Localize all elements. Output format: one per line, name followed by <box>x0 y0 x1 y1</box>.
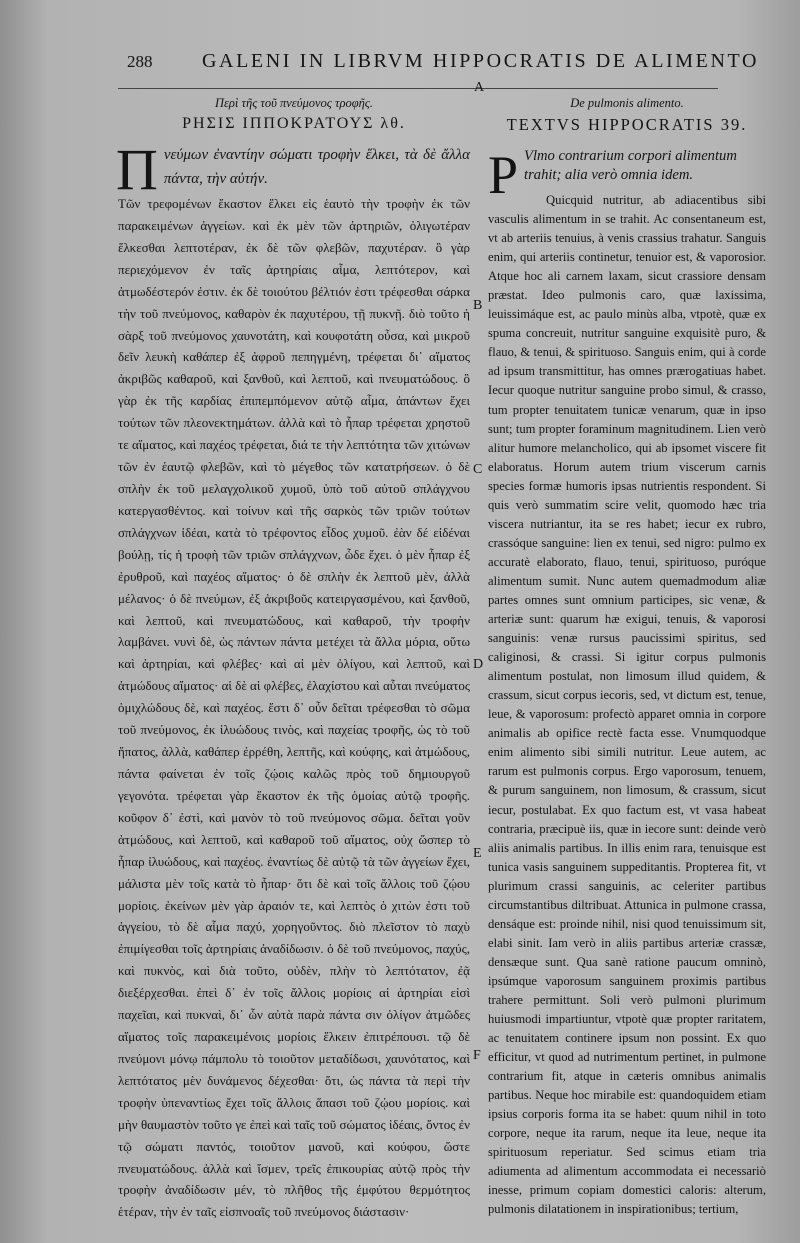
latin-lemma-block <box>488 145 766 205</box>
running-title: GALENI IN LIBRVM HIPPOCRATIS DE ALIMENTO <box>202 50 760 72</box>
page-header <box>0 52 800 78</box>
header-rule <box>118 88 718 89</box>
greek-dropcap: Π <box>116 137 158 202</box>
latin-lemma: Vlmo contrarium corpori alimentum trahit; alia verò omnia idem. <box>524 148 737 183</box>
latin-subtitle: De pulmonis alimento. <box>570 96 684 110</box>
margin-letter-b: B <box>473 298 483 313</box>
greek-column <box>118 96 470 1223</box>
margin-letter-d: D <box>473 657 484 672</box>
greek-lemma: νεύμων ἐναντίην σώματι τροφὴν ἕλκει, τὰ δὲ ἄλλα πάντα, τὴν αὐτήν. <box>163 147 470 187</box>
greek-commentary: Τῶν τρεφομένων ἕκαστον ἕλκει εἰς ἑαυτὸ τὴν τροφὴν ἐκ τῶν παρακειμένων ἀγγείων. καὶ ἐκ μὲν τῶν ἀρτηριῶν, ὀλιγωτέραν ἕλκεσθαι λεπτοτέραν, ἐκ δὲ τῶν φλεβῶν, παχυτέραν. ὃ γὰρ περιεχόμενον ἐν ταῖς ἀρτηρίαις αἷμα, λεπτότερον, καὶ ἀτμωδέστερόν ἐστιν. ἐκ δὲ τοιούτου βέλτιόν ἐστι τρέφεσθαι σάρκα τὴν τοῦ πνεύμονος, καθαρὸν ἐκ παχυτέρου, τῇ πυκνῇ. διὸ τοῦτο ἡ σὰρξ τοῦ πνεύμονος χαυνοτάτη, καὶ κουφοτάτη οὖσα, καὶ μικροῦ δεῖν λευκὴ καθάπερ ἐξ ἀφροῦ πεπηγμένη, τρέφεται δι᾽ αἵματος ἀκριβῶς καθαροῦ, καὶ ξανθοῦ, καὶ λεπτοῦ, καὶ πνευματώδους. ὃ γὰρ ἐκ τῆς καρδίας ἐπιπεμπόμενον αὐτῷ αἷμα, ἀπάντων ἔχει τούτων τῶν πλεονεκτημάτων. ἀλλὰ καὶ τὸ ἧπαρ τρέφεται χρηστοῦ τε αἵματος, καὶ παχέος τρέφεται, διά τε τὴν λεπτότητα τῶν χιτώνων τῶν ἐν ἑαυτῷ φλεβῶν, καὶ τὸ μέγεθος τῶν κατατρήσεων. ὁ δὲ σπλὴν ἐκ τοῦ μελαγχολικοῦ χυμοῦ, ὑπὸ τοῦ αὐτοῦ σπλάγχνου κατεργασθέντος. καὶ τοίνυν καὶ τῆς σαρκὸς τῶν τριῶν τούτων σπλάγχνων ἰδέαι, κατὰ τὸ τρέφοντος εἶδος χυμοῦ. ἐὰν δέ εἰδέναι βούλῃ, τίς ἡ τροφὴ τῶν τριῶν σπλάγχνων, ὧδε ἔχει. ὁ μὲν ἧπαρ ἐξ ἐρυθροῦ, καὶ παχέος αἵματος· ὁ δὲ σπλὴν ἐκ λεπτοῦ μὲν, ἀλλὰ μέλανος· ὁ δὲ πνεύμων, ἐξ ἀκριβοῦς κατειργασμένου, καὶ ξανθοῦ, καὶ λεπτοῦ, καὶ πνευματώδους, καὶ καθαροῦ, τὴν τροφὴν λαμβάνει. νυνὶ δὲ, ὡς πάντων πάντα μετέχει τὰ ἄλλα μόρια, οὕτω καὶ ἀρτηρίαι, καὶ φλέβες· καὶ αἱ μὲν ὀλίγου, καὶ λεπτοῦ, καὶ ἀτμώδους αἵματος· αἱ δὲ αἱ φλέβες, ἐλαχίστου καὶ αὗται πνεύματος ὁμιχλώδους δὲ, καὶ παχέος. ἔστι δ᾽ οὖν δεῖται τρέφεσθαι τὸ σῶμα τοῦ πνεύμονος, ἐκ ἰλυώδους τινὸς, καὶ παχείας τροφῆς, ὡς τὸ τοῦ ἥπατος, ἀλλὰ, καθάπερ ἐρρέθη, λεπτῆς, καὶ κούφης, καὶ ἀτμώδους, πάντα φαίνεται ἐν τοῖς ζῴοις καλῶς πρὸς τοῦ δημιουργοῦ γεγονότα. τρέφεται γὰρ ἕκαστον ἐκ τῆς ὁμοίας αὐτῷ τροφῆς. κοῦφον δ᾽ ἐστὶ, καὶ μανὸν τὸ τοῦ πνεύμονος σῶμα. δεῖται γοῦν ἀτμώδους, καὶ λεπτοῦ, καὶ καθαροῦ τοῦ αἵματος, οὐχ ὥσπερ τὸ ἧπαρ ἰλυώδους, καὶ παχέος. ἐναντίως δὲ αὐτῷ τὰ τῶν ἀγγείων ἔχει, μάλιστα μὲν τοῖς κατὰ τὸ ἧπαρ· ὅτι δὲ καὶ τοῖς ἄλλοις τοῦ ζῴου μορίοις. ἐκείνων μὲν γὰρ ἀραιόν τε, καὶ λεπτὸς ὁ χιτὼν ἐστι τοῦ ἀγγείου, τὸ δὲ αἷμα παχύ, χορηγοῦντος. διὸ πλεῖστον τὸ παχὺ ἐπιμίγεσθαι τοῖς ἀρτηρίαις ἀναδίδωσιν. ὁ δὲ τοῦ πνεύμονος, παχύς, καὶ πυκνὸς, καὶ διὰ τοῦτο, οὐδὲν, πλὴν τὸ λεπτότατον, ἐᾷ διεξέρχεσθαι. ἐπεὶ δ᾽ ἐν τοῖς ἄλλοις μορίοις αἱ ἀρτηρίαι εἰσὶ παχεῖαι, καὶ πυκναὶ, δι᾽ ὧν αὐτὰ παρὰ πάντα σιν ὀλίγον ἀτμῶδες αἵματος τοῖς παρακειμένοις μορίοις ἕλκειν ἐπιτρέπουσι. τῷ δὲ πνεύμονι μόνῳ πάμπολυ τὸ τοιοῦτον μεταδίδωσι, χαυνότατος, καὶ λεπτότατος μὲν δυνάμενος δέχεσθαι· ὅτι, ὡς πάντα τὰ περὶ τὴν τροφὴν ὑπεναντίως ἔχει τοῖς ἄλλοις ἅπασι τοῦ ζῴου μορίοις. καὶ μὴν θαυμαστὸν τοῦτο γε ἐπεὶ καὶ ταῖς τοῦ σώματος ἰδέαις, ὄντος ἐν τῷ σώματι παντός, τοιοῦτον μανοῦ, καὶ κούφου, ὥστε πνευματώδους. ἀλλὰ καὶ ἴσμεν, τρεῖς ἐπικουρίας αὐτῷ πρὸς τὴν τροφὴν ἀναδίδωσιν μέν, τὸ πλῆθος τῆς ἐμφύτου θερμότητος ἑτέραν, τὴν ἐν ταῖς εἰσπνοαῖς τοῦ πνεύμονος διάστασιν· <box>118 196 470 1220</box>
greek-subtitle: Περὶ τῆς τοῦ πνεύμονος τροφῆς. <box>214 96 374 110</box>
page-number: 288 <box>127 52 153 71</box>
latin-paragraph: Quicquid nutritur, ab adiacentibus sibi vasculis alimentum in se trahit. Ac consentaneum est, vt ab arteriis tenuius, à venis crassius trahatur. Sanguis enim, qui arteriis continetur, tenuior est, & vaporosior. Atque hoc ali carnem laxam, sicut crassiore densam præstat. Ideo pulmonis caro, quæ laxissima, leuissimáque est, ac paulo minùs alba, vtpotè, quæ ex spuma concreuit, nutritur sanguine exquisitè puro, & flauo, & tenui, & spirituoso. Sanguis enim, qui à corde ad ipsum transmittitur, has omnes prærogatiuas habet. Iecur quoque nutritur sanguine probo simul, & crasso, tum propter tenuitatem tunicæ venarum, quæ in ipso sunt; tum propter foraminum magnitudinem. Lien verò alitur humore melancholico, qui ab ipsomet viscere fit elaboratus. Horum autem trium viscerum carnis species formæ humoris ipsas nutrientis respondent. Si quis verò summatim scire velit, quomodo hæc tria viscera nutriantur, ita se res habet; iecur ex rubro, crassóque sanguine: lien ex tenui, sed nigro: pulmo ex accuratè elaborato, flauo, tenui, spirituoso, puróque alimentum sumit. Nunc autem quemadmodum aliæ partes omnes sunt omnium participes, sic venæ, & arteriæ sunt: quarum hæ exigui, tenuis, & vaporosi sanguinis: venæ rursus paucissimi spiritus, sed caliginosi, & crassi. Si igitur corpus pulmonis alimentum postulat, non limosum illud quidem, & crassum, sicut corpus iecoris, sed, vt dictum est, tenue, leue, & vaporosum: profectò apparet omnia in corpore animalis ab opifice rectè facta esse. Vnumquodque enim alimento sibi simili nutritur. Leue autem, ac rarum est pulmonis corpus. Ergo vaporosum, tenuem, & purum sanguinem, non limosum, & crassum, sicut iecur, postulabat. Ex quo factum est, vt vasa habeat contraria, præcipuè iis, quæ in iecore sunt: deinde verò aliis animalis partibus. In illis enim rara, tenuisque est tunica vasis sanguinem suppeditantis. Propterea fit, vt plurimum crassi sanguinis, ac celeriter partibus circumstantibus diltribuat. Attunica in pulmone crassa, densáque est: proinde nihil, nisi quod tenuissimum sit, elabi sinit. Iam verò in aliis partibus arteriæ crassæ, densæque sunt. Qua sanè ratione paucum omninò, ipsúmque vaporosum sanguinem proximis partibus trahere permittunt. Soli verò pulmoni plurimum huiusmodi impartiuntur, vtpotè quæ propter raritatem, ac tenuitatem continere ipsum non possint. Ex quo efficitur, vt quod ad nutrimentum pertinet, in pulmone contrarium fit, atque in cæteris omnibus animalis partibus. Neque hoc mirabile est: quandoquidem etiam ipsius corporis forma ita se habet: quum nihil in toto corpore, neque ita rarum, neque ita leue, neque ita spirituosum reperiatur. Sed scimus etiam tria adiumenta ad alimentum accommodata ei necessariò inesse, primum copiam domestici caloris: alterum, pulmonis dilatationem in inspirationibus; tertium, <box>488 193 766 1217</box>
greek-text <box>116 137 470 1223</box>
latin-commentary <box>488 191 766 1220</box>
margin-letter-c: C <box>473 462 483 477</box>
latin-dropcap: P <box>488 145 519 205</box>
latin-column <box>488 96 766 1220</box>
margin-letter-f: F <box>473 1048 481 1063</box>
greek-rhesis-heading: ΡΗΣΙΣ ΙΠΠΟΚΡΑΤΟΥΣ λθ. <box>182 115 406 132</box>
section-letter-a: A <box>474 80 485 95</box>
margin-letter-e: E <box>473 846 482 861</box>
latin-textus-heading: TEXTVS HIPPOCRATIS 39. <box>506 115 748 134</box>
